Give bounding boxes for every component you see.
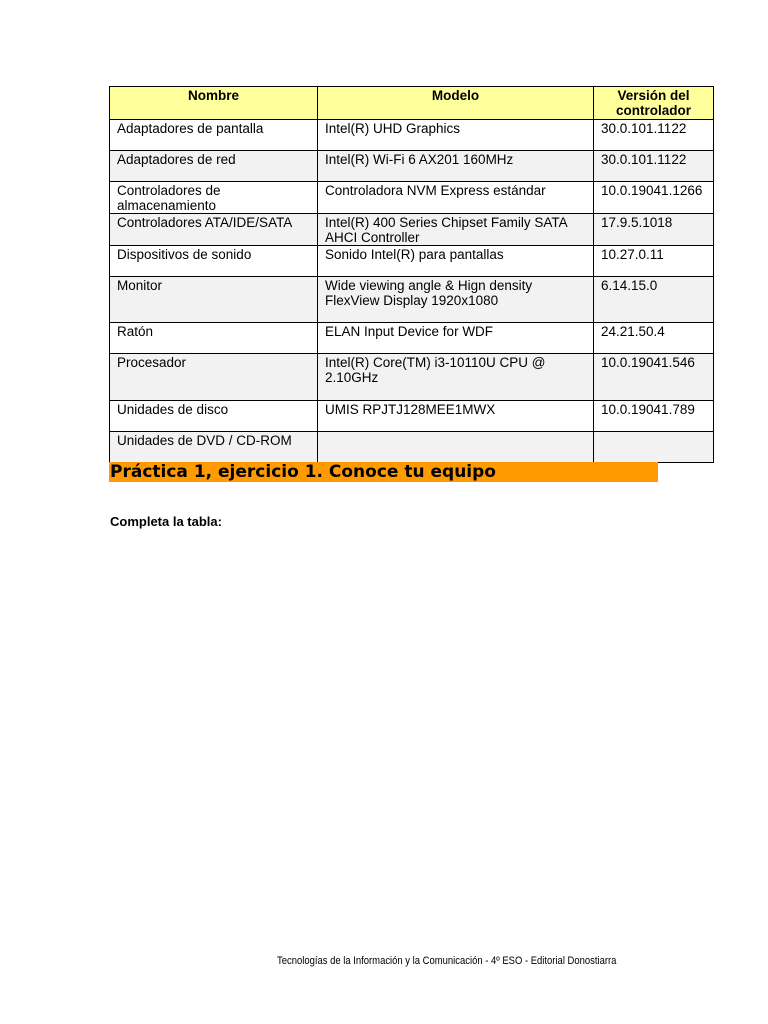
instruction-text: Completa la tabla: xyxy=(110,514,222,529)
cell-name: Unidades de DVD / CD-ROM xyxy=(110,432,318,463)
cell-name: Ratón xyxy=(110,323,318,354)
cell-version: 10.0.19041.789 xyxy=(594,401,714,432)
cell-version: 17.9.5.1018 xyxy=(594,214,714,246)
cell-model: Intel(R) UHD Graphics xyxy=(318,120,594,151)
cell-version: 10.0.19041.546 xyxy=(594,354,714,401)
header-name: Nombre xyxy=(110,87,318,120)
table-row xyxy=(110,323,714,354)
table-row xyxy=(110,432,714,463)
table-header-row xyxy=(110,87,714,120)
header-model: Modelo xyxy=(318,87,594,120)
cell-model: Wide viewing angle & Hign density FlexView Display 1920x1080 xyxy=(318,277,594,323)
cell-model: Intel(R) Wi-Fi 6 AX201 160MHz xyxy=(318,151,594,182)
table-row xyxy=(110,277,714,323)
cell-model: Intel(R) 400 Series Chipset Family SATA AHCI Controller xyxy=(318,214,594,246)
table-row xyxy=(110,120,714,151)
page-footer: Tecnologías de la Información y la Comunicación - 4º ESO - Editorial Donostiarra xyxy=(277,955,617,967)
table-row xyxy=(110,401,714,432)
cell-name: Unidades de disco xyxy=(110,401,318,432)
cell-version: 30.0.101.1122 xyxy=(594,151,714,182)
cell-version: 30.0.101.1122 xyxy=(594,120,714,151)
cell-version: 10.27.0.11 xyxy=(594,246,714,277)
table-row xyxy=(110,151,714,182)
cell-name: Controladores de almacenamiento xyxy=(110,182,318,214)
table-row xyxy=(110,214,714,246)
header-version: Versión del controlador xyxy=(594,87,714,120)
table-row xyxy=(110,246,714,277)
cell-version: 10.0.19041.1266 xyxy=(594,182,714,214)
table-row xyxy=(110,182,714,214)
cell-name: Monitor xyxy=(110,277,318,323)
cell-name: Controladores ATA/IDE/SATA xyxy=(110,214,318,246)
cell-model: ELAN Input Device for WDF xyxy=(318,323,594,354)
cell-version: 24.21.50.4 xyxy=(594,323,714,354)
cell-model: Intel(R) Core(TM) i3-10110U CPU @ 2.10GHz xyxy=(318,354,594,401)
cell-model: Controladora NVM Express estándar xyxy=(318,182,594,214)
section-title: Práctica 1, ejercicio 1. Conoce tu equipo xyxy=(109,462,658,482)
cell-model: UMIS RPJTJ128MEE1MWX xyxy=(318,401,594,432)
cell-name: Adaptadores de pantalla xyxy=(110,120,318,151)
cell-name: Procesador xyxy=(110,354,318,401)
cell-model xyxy=(318,432,594,463)
table-row xyxy=(110,354,714,401)
hardware-table xyxy=(109,86,714,463)
cell-version xyxy=(594,432,714,463)
cell-name: Dispositivos de sonido xyxy=(110,246,318,277)
cell-name: Adaptadores de red xyxy=(110,151,318,182)
cell-version: 6.14.15.0 xyxy=(594,277,714,323)
cell-model: Sonido Intel(R) para pantallas xyxy=(318,246,594,277)
